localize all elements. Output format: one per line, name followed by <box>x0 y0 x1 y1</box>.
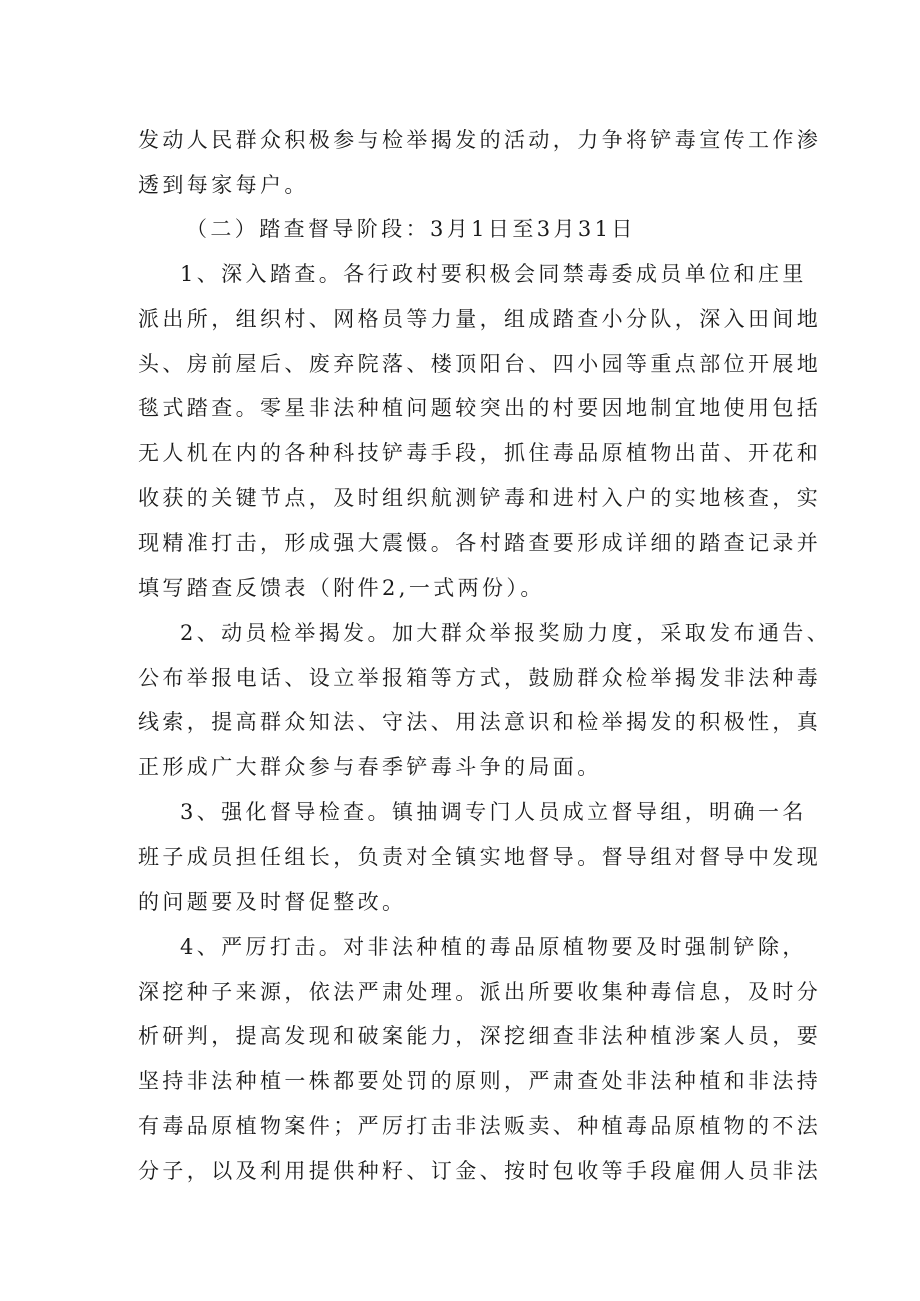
paragraph-line: 4、严厉打击。对非法种植的毒品原植物要及时强制铲除， <box>180 935 807 959</box>
paragraph-line: 头、房前屋后、废弃院落、楼顶阳台、四小园等重点部位开展地 <box>138 352 822 376</box>
paragraph-line: 发动人民群众积极参与检举揭发的活动，力争将铲毒宣传工作渗 <box>138 128 822 152</box>
paragraph-line: 的问题要及时督促整改。 <box>138 890 407 914</box>
paragraph-line: 坚持非法种植一株都要处罚的原则，严肃查处非法种植和非法持 <box>138 1069 822 1093</box>
paragraph-line: 收获的关键节点，及时组织航测铲毒和进村入户的实地核查，实 <box>138 486 822 510</box>
section-heading: （二）踏查督导阶段：3月1日至3月31日 <box>186 217 636 241</box>
paragraph-line: 1、深入踏查。各行政村要积极会同禁毒委成员单位和庄里 <box>180 262 807 286</box>
paragraph-line: 现精准打击，形成强大震慑。各村踏查要形成详细的踏查记录并 <box>138 531 822 555</box>
paragraph-line: 正形成广大群众参与春季铲毒斗争的局面。 <box>138 755 602 779</box>
paragraph-line: 2、动员检举揭发。加大群众举报奖励力度，采取发布通告、 <box>180 621 832 645</box>
paragraph-line: 公布举报电话、设立举报箱等方式，鼓励群众检举揭发非法种毒 <box>138 666 822 690</box>
paragraph-line: 有毒品原植物案件；严厉打击非法贩卖、种植毒品原植物的不法 <box>138 1114 822 1138</box>
paragraph-line: 3、强化督导检查。镇抽调专门人员成立督导组，明确一名 <box>180 800 807 824</box>
paragraph-line: 分子，以及利用提供种籽、订金、按时包收等手段雇佣人员非法 <box>138 1159 822 1183</box>
paragraph-line: 毯式踏查。零星非法种植问题较突出的村要因地制宜地使用包括 <box>138 396 822 420</box>
paragraph-line: 透到每家每户。 <box>138 173 309 197</box>
paragraph-line: 线索，提高群众知法、守法、用法意识和检举揭发的积极性，真 <box>138 710 822 734</box>
paragraph-line: 析研判，提高发现和破案能力，深挖细查非法种植涉案人员，要 <box>138 1024 822 1048</box>
paragraph-line: 深挖种子来源，依法严肃处理。派出所要收集种毒信息，及时分 <box>138 980 822 1004</box>
paragraph-line: 无人机在内的各种科技铲毒手段，抓住毒品原植物出苗、开花和 <box>138 441 822 465</box>
paragraph-line: 填写踏查反馈表（附件2,一式两份）。 <box>138 576 545 600</box>
paragraph-line: 派出所，组织村、网格员等力量，组成踏查小分队，深入田间地 <box>138 307 822 331</box>
paragraph-line: 班子成员担任组长，负责对全镇实地督导。督导组对督导中发现 <box>138 845 822 869</box>
